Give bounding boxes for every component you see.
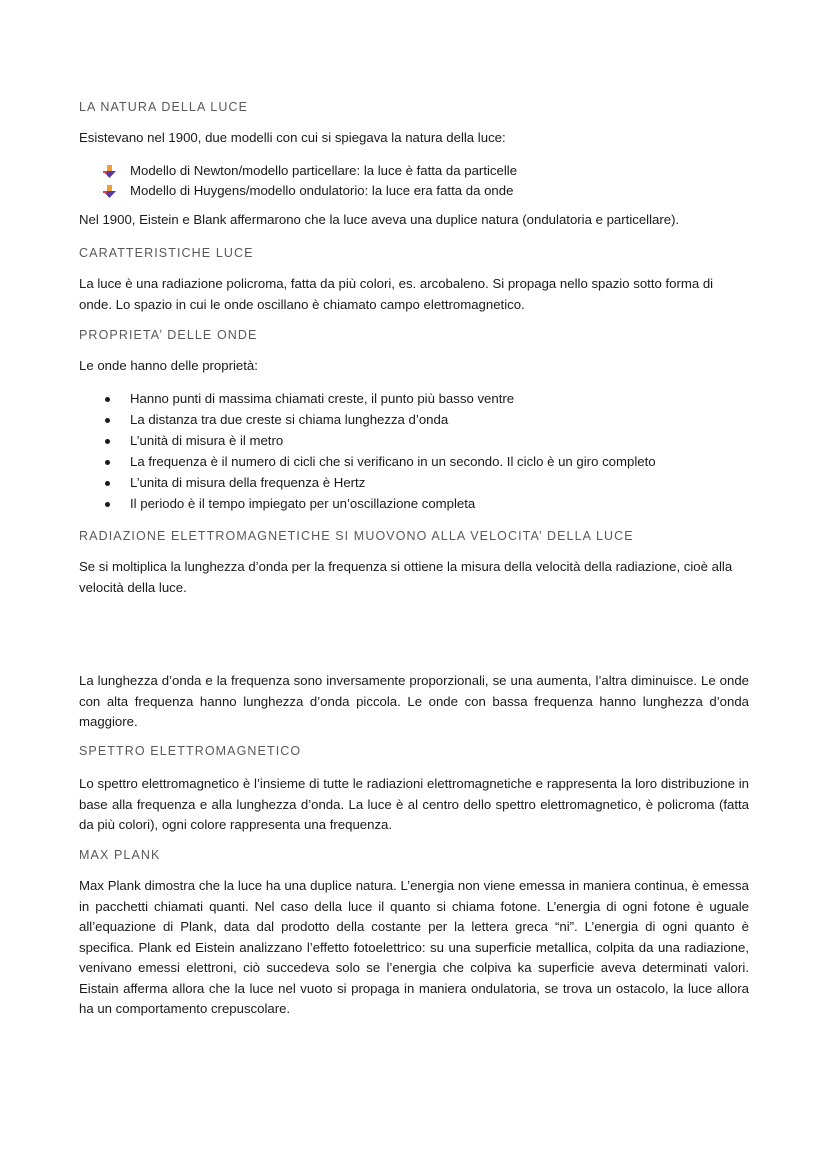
heading-spettro-elettromagnetico: SPETTRO ELETTROMAGNETICO — [79, 744, 302, 758]
paragraph-proprieta-intro: Le onde hanno delle proprietà: — [79, 358, 258, 373]
arrow-down-bullet-icon — [103, 165, 116, 178]
list-item — [101, 494, 475, 515]
heading-max-plank: MAX PLANK — [79, 848, 161, 862]
list-item-text: L’unita di misura della frequenza è Hertz — [130, 475, 366, 490]
arrow-down-bullet-icon — [103, 185, 116, 198]
list-item — [101, 431, 283, 452]
paragraph-spettro: Lo spettro elettromagnetico è l’insieme di tutte le radiazioni elettromagnetiche e rappresenta la loro distribuzione in base alla frequenza e alla lunghezza d’onda. La luce è al centro dello spettro elettromagnetico, è policroma (fatta da più colori), ogni colore rappresenta una frequenza. — [79, 776, 749, 832]
paragraph-natura-conclusion: Nel 1900, Eistein e Blank affermarono che la luce aveva una duplice natura (ondulatoria e particellare). — [79, 212, 680, 227]
bullet-dot-icon — [105, 418, 110, 423]
list-item — [101, 473, 365, 494]
list-item-text: Modello di Huygens/modello ondulatorio: la luce era fatta da onde — [130, 183, 514, 198]
heading-proprieta-onde: PROPRIETA’ DELLE ONDE — [79, 328, 258, 342]
heading-radiazione-velocita: RADIAZIONE ELETTROMAGNETICHE SI MUOVONO ALLA VELOCITA’ DELLA LUCE — [79, 529, 634, 543]
list-item — [101, 452, 656, 473]
bullet-dot-icon — [105, 502, 110, 507]
paragraph-natura-intro: Esistevano nel 1900, due modelli con cui si spiegava la natura della luce: — [79, 130, 506, 145]
list-item — [103, 161, 517, 182]
list-item-text: Hanno punti di massima chiamati creste, il punto più basso ventre — [130, 391, 515, 406]
list-item-text: La distanza tra due creste si chiama lunghezza d’onda — [130, 412, 449, 427]
heading-natura-luce: LA NATURA DELLA LUCE — [79, 100, 249, 114]
heading-caratteristiche-luce: CARATTERISTICHE LUCE — [79, 246, 254, 260]
list-item-text: La frequenza è il numero di cicli che si verificano in un secondo. Il ciclo è un giro completo — [130, 454, 656, 469]
paragraph-inversamente-proporzionali: La lunghezza d’onda e la frequenza sono inversamente proporzionali, se una aumenta, l’altra diminuisce. Le onde con alta frequenza hanno lunghezza d’onda piccola. Le onde con bassa frequenza hanno lunghezza d’onda maggiore. — [79, 673, 749, 729]
paragraph-caratteristiche: La luce è una radiazione policroma, fatta da più colori, es. arcobaleno. Si propaga nello spazio sotto forma di onde. Lo spazio in cui le onde oscillano è chiamato campo elettromagnetico. — [79, 276, 714, 312]
bullet-dot-icon — [105, 397, 110, 402]
paragraph-plank: Max Plank dimostra che la luce ha una duplice natura. L’energia non viene emessa in maniera continua, è emessa in pacchetti chiamati quanti. Nel caso della luce il quanto si chiama fotone. L’energia di ogni fotone è uguale all’equazione di Plank, data dal prodotto della costante per la lettera greca “ni”. L’energia di ogni quanto è specifica. Plank ed Eistein analizzano l’effetto fotoelettrico: su una superficie metallica, colpita da una radiazione, venivano emessi elettroni, ciò succedeva solo se l’energia che colpiva ka superficie aveva determinati valori. Eistain afferma allora che la luce nel vuoto si propaga in maniera ondulatoria, se trova un ostacolo, la luce allora ha un comportamento crepuscolare. — [79, 878, 749, 1016]
list-item-text: L’unità di misura è il metro — [130, 433, 284, 448]
list-item-text: Modello di Newton/modello particellare: la luce è fatta da particelle — [130, 163, 518, 178]
bullet-dot-icon — [105, 460, 110, 465]
paragraph-velocita: Se si moltiplica la lunghezza d’onda per la frequenza si ottiene la misura della velocità della radiazione, cioè alla velocità della luce. — [79, 559, 733, 595]
bullet-dot-icon — [105, 481, 110, 486]
list-item — [103, 181, 513, 202]
list-item — [101, 410, 448, 431]
list-item-text: Il periodo è il tempo impiegato per un’oscillazione completa — [130, 496, 476, 511]
list-item — [101, 389, 514, 410]
bullet-dot-icon — [105, 439, 110, 444]
